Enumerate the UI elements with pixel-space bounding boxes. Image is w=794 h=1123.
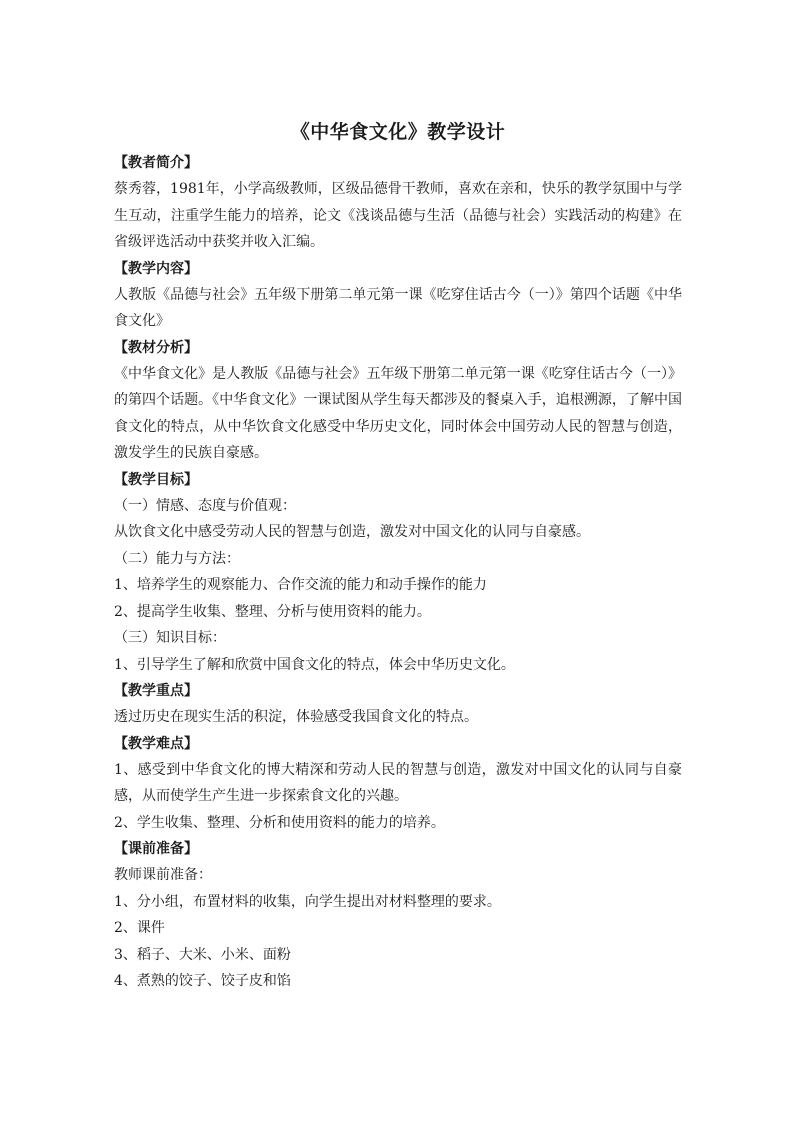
preparation-line: 教师课前准备： [114,867,212,883]
goal-line: 2、提高学生收集、整理、分析与使用资料的能力。 [114,603,431,620]
goal-line: 1、引导学生了解和欣赏中国食文化的特点，体会中华历史文化。 [114,656,515,673]
difficulty-line: 2、学生收集、整理、分析和使用资料的能力的培养。 [114,814,445,831]
key-point-line: 透过历史在现实生活的积淀，体验感受我国食文化的特点。 [114,709,478,725]
difficulty-paragraph: 1、感受到中华食文化的博大精深和劳动人民的智慧与创造，激发对中国文化的认同与自豪感，从而使学生产生进一步探索食文化的兴趣。 [114,761,682,804]
teaching-content-paragraph: 人教版《品德与社会》五年级下册第二单元第一课《吃穿住话古今（一）》第四个话题《中华食文化》 [114,286,682,329]
section-heading-preparation: 【课前准备】 [114,841,198,857]
goal-line: （三）知识目标： [114,630,226,646]
section-heading-teaching-goals: 【教学目标】 [114,471,198,488]
preparation-line: 4、煮熟的饺子、饺子皮和馅 [114,973,291,989]
preparation-line: 3、稻子、大米、小米、面粉 [114,946,291,963]
section-heading-teacher-intro: 【教者简介】 [114,155,198,171]
goal-line: 从饮食文化中感受劳动人民的智慧与创造，激发对中国文化的认同与自豪感。 [114,524,590,540]
document-title: 《中华食文化》教学设计 [290,121,506,143]
section-heading-key-points: 【教学重点】 [114,683,198,699]
section-heading-difficulties: 【教学难点】 [114,735,198,752]
section-heading-teaching-content: 【教学内容】 [114,260,198,277]
preparation-line: 2、课件 [114,920,165,936]
goal-line: （一）情感、态度与价值观： [114,497,296,514]
preparation-line: 1、分小组，布置材料的收集，向学生提出对材料整理的要求。 [114,893,501,910]
teacher-intro-paragraph: 蔡秀蓉，1981年，小学高级教师，区级品德骨干教师，喜欢在亲和，快乐的教学氛围中与学生互动，注重学生能力的培养，论文《浅谈品德与生活（品德与社会）实践活动的构建》在省级评选活动中获奖并收入汇编。 [114,181,682,250]
section-heading-material-analysis: 【教材分析】 [114,339,198,356]
goal-line: （二）能力与方法： [114,550,240,567]
document-page [114,118,682,995]
goal-line: 1、培养学生的观察能力、合作交流的能力和动手操作的能力 [114,577,487,593]
material-analysis-paragraph: 《中华食文化》是人教版《品德与社会》五年级下册第二单元第一课《吃穿住话古今（一）》的第四个话题。《中华食文化》一课试图从学生每天都涉及的餐桌入手，追根溯源，了解中国食文化的特点，从中华饮食文化感受中华历史文化，同时体会中国劳动人民的智慧与创造，激发学生的民族自豪感。 [114,365,682,461]
